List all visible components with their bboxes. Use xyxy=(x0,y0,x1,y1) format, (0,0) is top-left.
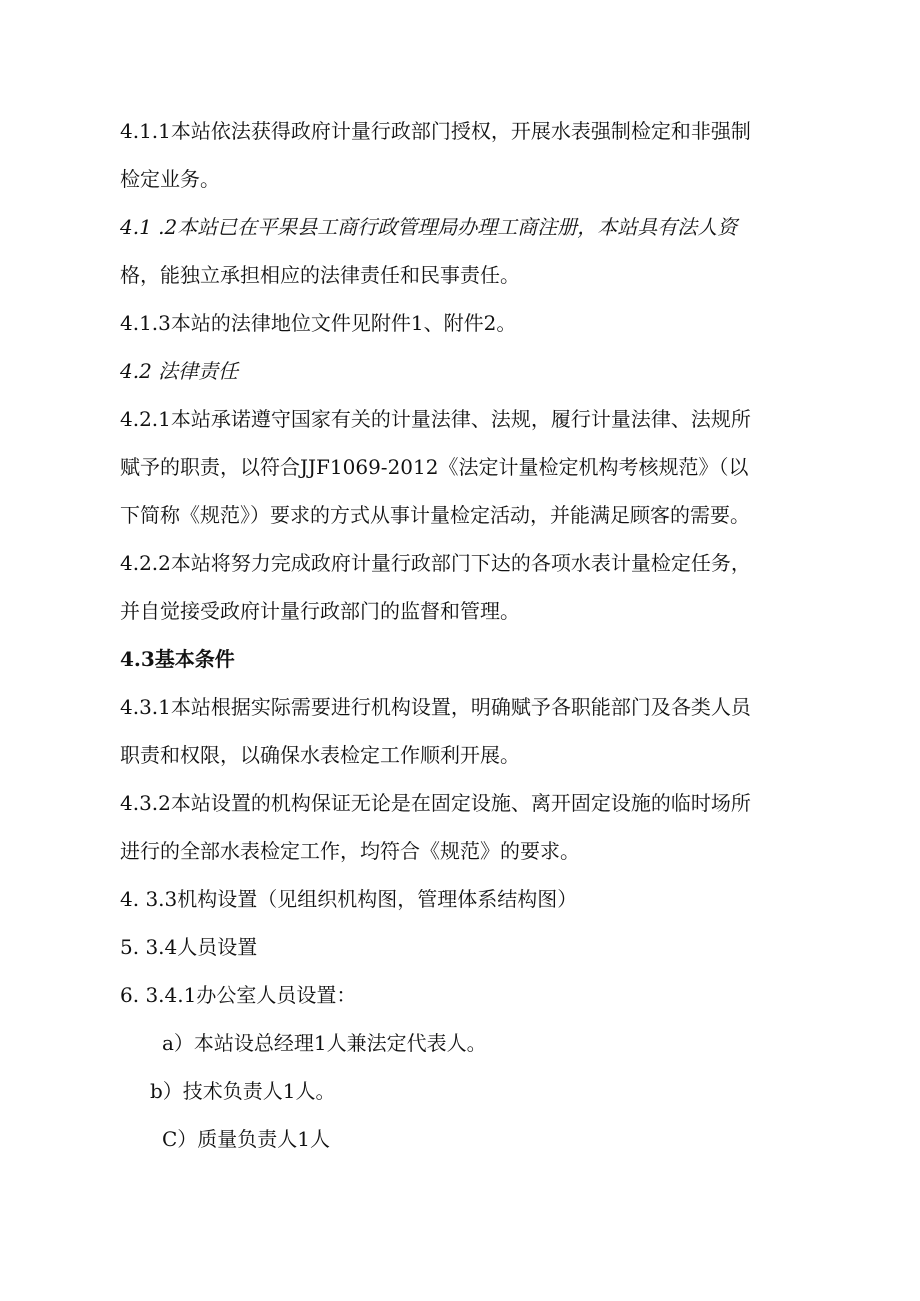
paragraph-4-2-1-line-1: 4.2.1本站承诺遵守国家有关的计量法律、法规，履行计量法律、法规所 xyxy=(120,407,751,431)
paragraph-4-1-1-line-1: 4.1.1本站依法获得政府计量行政部门授权，开展水表强制检定和非强制 xyxy=(120,119,751,143)
section-heading-4-3: 4.3基本条件 xyxy=(120,647,235,671)
paragraph-4-1-2-line-1: 4.1 .2本站已在平果县工商行政管理局办理工商注册，本站具有法人资 xyxy=(120,215,738,239)
paragraph-4-1-1-line-2: 检定业务。 xyxy=(120,167,220,191)
paragraph-6-3-4-1: 6. 3.4.1办公室人员设置： xyxy=(120,983,357,1007)
paragraph-4-3-3: 4. 3.3机构设置（见组织机构图，管理体系结构图） xyxy=(120,887,578,911)
paragraph-4-3-2-line-1: 4.3.2本站设置的机构保证无论是在固定设施、离开固定设施的临时场所 xyxy=(120,791,751,815)
list-item-b: b）技术负责人1人。 xyxy=(150,1079,336,1103)
paragraph-5-3-4: 5. 3.4人员设置 xyxy=(120,935,258,959)
paragraph-4-2-1-line-3: 下简称《规范》）要求的方式从事计量检定活动，并能满足顾客的需要。 xyxy=(120,503,750,527)
paragraph-4-3-1-line-1: 4.3.1本站根据实际需要进行机构设置，明确赋予各职能部门及各类人员 xyxy=(120,695,751,719)
paragraph-4-2-1-line-2: 赋予的职责，以符合JJF1069-2012《法定计量检定机构考核规范》（以 xyxy=(120,455,749,479)
paragraph-4-2-2-line-2: 并自觉接受政府计量行政部门的监督和管理。 xyxy=(120,599,520,623)
paragraph-4-1-2-line-2: 格，能独立承担相应的法律责任和民事责任。 xyxy=(120,263,520,287)
list-item-a: a）本站设总经理1人兼法定代表人。 xyxy=(162,1031,487,1055)
paragraph-4-3-1-line-2: 职责和权限，以确保水表检定工作顺利开展。 xyxy=(120,743,520,767)
section-heading-4-2: 4.2 法律责任 xyxy=(120,359,239,383)
paragraph-4-3-2-line-2: 进行的全部水表检定工作，均符合《规范》的要求。 xyxy=(120,839,580,863)
paragraph-4-2-2-line-1: 4.2.2本站将努力完成政府计量行政部门下达的各项水表计量检定任务， xyxy=(120,551,751,575)
paragraph-4-1-3: 4.1.3本站的法律地位文件见附件1、附件2。 xyxy=(120,311,517,335)
list-item-c: C）质量负责人1人 xyxy=(162,1127,331,1151)
